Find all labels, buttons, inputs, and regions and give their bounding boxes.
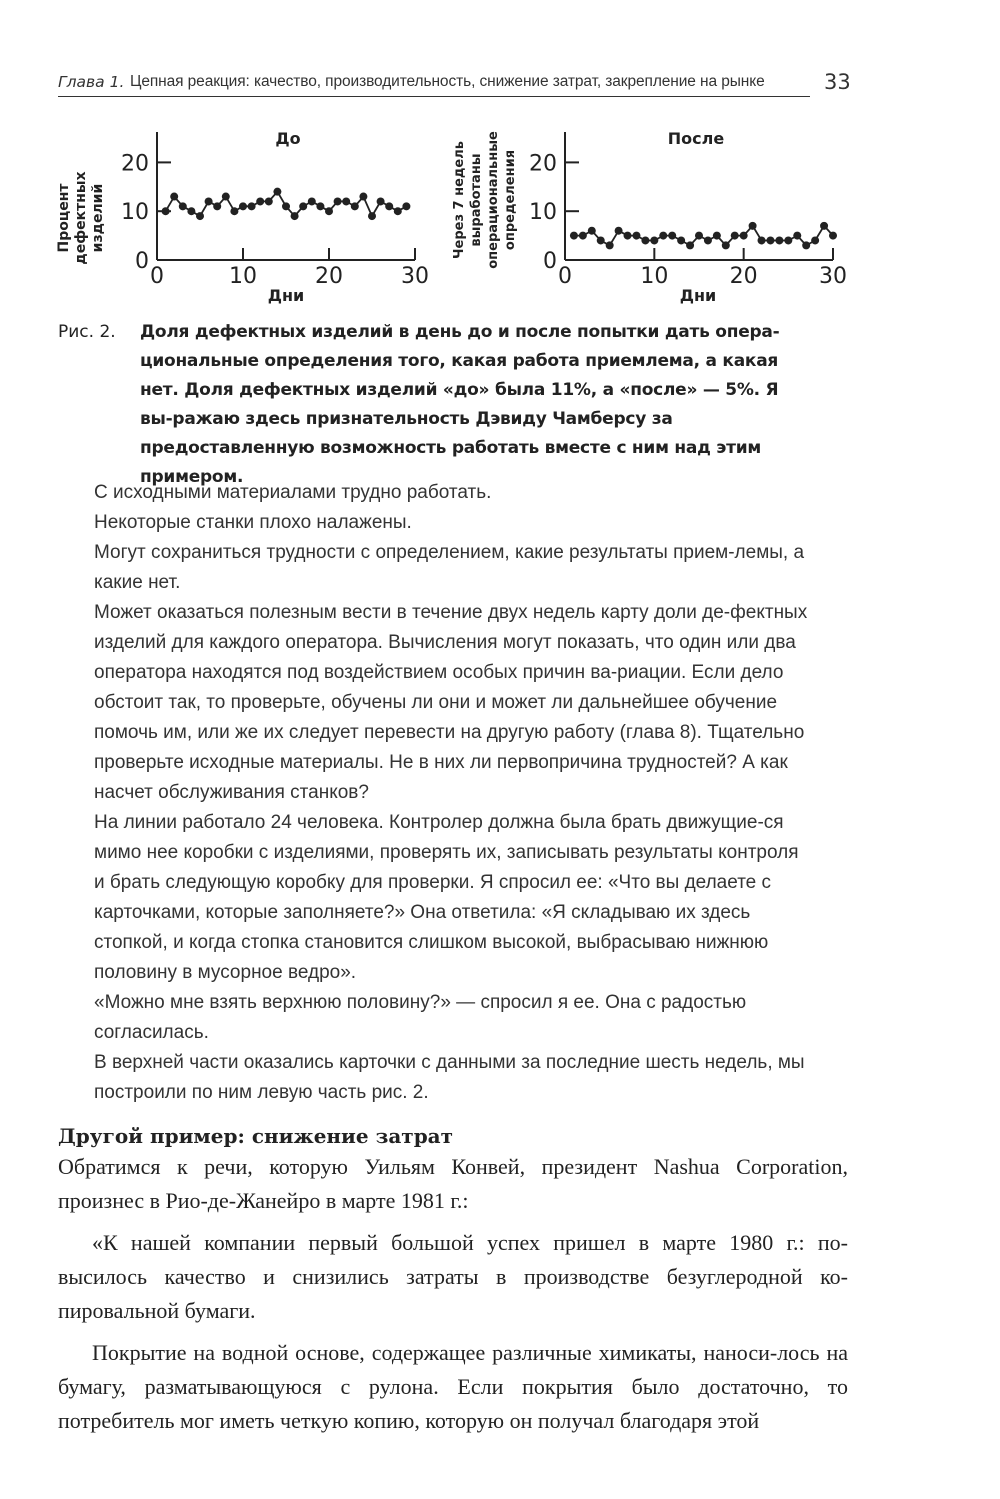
body-paragraph: Покрытие на водной основе, содержащее различные химикаты, наноси-лось на бумагу, разматывающуюся с рулона. Если покрытия было достаточно, то потребитель мог иметь четкую копию, которую он получал благодаря этой (58, 1340, 848, 1433)
chart-before-data-point (308, 197, 316, 205)
chart-before-data-point (394, 207, 402, 215)
section-body (58, 1150, 848, 1438)
chart-before-data-point (359, 193, 367, 201)
chart-after-ytick-label: 10 (529, 200, 557, 226)
list-paragraph: Могут сохраниться трудности с определением, какие результаты прием-лемы, а какие нет. (94, 542, 805, 593)
chart-after-data-point (766, 236, 774, 244)
section-heading: Другой пример: снижение затрат (58, 1124, 454, 1148)
chart-after-data-point (829, 232, 837, 240)
chart-after-ylabel-line: Через 7 недель (452, 141, 467, 259)
chart-after-ytick-label: 20 (529, 151, 557, 177)
chart-before-data-point (179, 202, 187, 210)
chart-after-data-point (731, 232, 739, 240)
chart-after (448, 120, 858, 315)
chart-after-data-point (749, 222, 757, 230)
header-rule (58, 96, 810, 97)
body-paragraph: Обратимся к речи, которую Уильям Конвей, президент Nashua Corporation, произнес в Рио-де-Жанейро в марте 1981 г.: (58, 1154, 848, 1213)
chart-after-data-point (713, 232, 721, 240)
chart-after-xtick-label: 0 (558, 264, 572, 289)
chart-after-data-point (615, 227, 623, 235)
chart-before (40, 120, 440, 315)
chart-before-data-point (291, 212, 299, 220)
chart-after-ylabel-line: выработаны (469, 153, 484, 247)
chart-before-data-point (402, 202, 410, 210)
chart-before-ylabel-line: изделий (90, 183, 106, 253)
chart-before-data-point (187, 207, 195, 215)
list-paragraph: На линии работало 24 человека. Контролер должна была брать движущие-ся мимо нее коробки с изделиями, проверять их, записывать результаты контроля и брать следующую коробку для проверки. Я спросил ее: «Что вы делаете с карточками, которые заполняете?» Она ответила: «Я складываю их здесь стопкой, и когда стопка становится слишком высокой, выбрасываю нижнюю половину в мусорное ведро». (94, 812, 799, 983)
chart-before-ytick-label: 10 (121, 200, 149, 226)
chart-after-data-point (597, 236, 605, 244)
chart-after-xtick-label: 20 (729, 264, 758, 289)
chart-before-data-point (265, 197, 273, 205)
chart-after-data-point (677, 236, 685, 244)
chart-after-data-point (775, 236, 783, 244)
chart-after-data-point (704, 236, 712, 244)
chart-before-data-point (256, 197, 264, 205)
chart-after-data-point (758, 236, 766, 244)
chart-after-xtick-label: 30 (819, 264, 847, 289)
chart-before-xlabel: Дни (267, 286, 305, 305)
running-header (58, 70, 851, 100)
chart-before-data-point (196, 212, 204, 220)
body-paragraph: «К нашей компании первый большой успех пришел в марте 1980 г.: по-высилось качество и снизились затраты в производстве безуглеродной ко-пировальной бумаги. (58, 1230, 848, 1323)
page-number: 33 (824, 70, 851, 94)
chart-after-data-point (811, 236, 819, 244)
chart-before-data-point (213, 202, 221, 210)
chart-after-xlabel: Дни (679, 286, 717, 305)
chart-before-data-point (325, 207, 333, 215)
chart-before-data-point (205, 197, 213, 205)
chart-before-xtick-label: 10 (229, 264, 257, 289)
chart-before-xtick-label: 30 (401, 264, 429, 289)
chart-before-xtick-label: 0 (150, 264, 164, 289)
chart-before-data-point (342, 197, 350, 205)
figure-caption-text: Доля дефектных изделий в день до и после попытки дать опера-циональные определения того, какая работа приемлема, а какая нет. Доля дефектных изделий «до» была 11%, а «после» — 5%. Я вы-ражаю здесь признательность Дэвиду Чамберсу за предоставленную возможность работать вместе с ним над этим примером. (140, 322, 780, 487)
chart-after-data-point (588, 227, 596, 235)
chart-before-data-point (368, 212, 376, 220)
chart-after-data-point (695, 232, 703, 240)
chart-before-data-point (377, 197, 385, 205)
chart-before-data-point (299, 202, 307, 210)
chart-after-ylabel-line: операциональные (486, 131, 501, 269)
chart-after-data-point (659, 232, 667, 240)
chart-after-data-point (579, 232, 587, 240)
chart-before-data-point (230, 207, 238, 215)
chart-before-data-point (385, 202, 393, 210)
chart-after-data-point (624, 232, 632, 240)
chart-after-ylabel (452, 131, 518, 269)
chart-before-data-point (170, 193, 178, 201)
chart-after-data-point (668, 232, 676, 240)
list-paragraph: В верхней части оказались карточки с данными за последние шесть недель, мы построили по ним левую часть рис. 2. (94, 1052, 805, 1103)
chart-after-data-point (793, 232, 801, 240)
chart-after-xtick-label: 10 (640, 264, 669, 289)
chart-after-data-point (820, 222, 828, 230)
chart-after-data-point (570, 232, 578, 240)
chart-before-ytick-label: 20 (121, 151, 149, 177)
chart-before-data-point (273, 188, 281, 196)
chart-after-data-point (641, 236, 649, 244)
chart-before-data-point (351, 202, 359, 210)
chart-after-data-point (606, 241, 614, 249)
chart-after-ytick-label: 0 (543, 249, 557, 274)
chart-before-data-point (282, 202, 290, 210)
chart-before-ylabel (56, 171, 106, 264)
chart-after-ylabel-line: определения (503, 149, 518, 251)
list-paragraph: Некоторые станки плохо налажены. (94, 512, 412, 533)
chart-before-data-point (316, 202, 324, 210)
chart-after-data-point (686, 241, 694, 249)
chart-after-data-point (722, 241, 730, 249)
chart-after-data-point (784, 236, 792, 244)
figure-label: Рис. 2. (58, 322, 116, 342)
chart-before-ylabel-line: дефектных (73, 171, 89, 265)
chart-before-data-point (239, 202, 247, 210)
chart-before-data-point (222, 193, 230, 201)
chart-after-data-point (650, 236, 658, 244)
chart-after-title: После (667, 129, 725, 148)
running-title: Цепная реакция: качество, производительность, снижение затрат, закрепление на рынке (130, 73, 765, 90)
list-section (94, 478, 814, 1108)
chart-after-data-point (632, 232, 640, 240)
chart-before-data-point (162, 207, 170, 215)
chart-before-ylabel-line: Процент (56, 183, 72, 253)
chart-after-data-point (740, 232, 748, 240)
chart-before-xtick-label: 20 (315, 264, 343, 289)
list-paragraph: Может оказаться полезным вести в течение двух недель карту доли де-фектных изделий для каждого оператора. Вычисления могут показать, что один или два оператора находятся под воздействием особых причин ва-риации. Если дело обстоит так, то проверьте, обучены ли они и может ли дальнейшее обучение помочь им, или же их следует перевести на другую работу (глава 8). Тщательно проверьте исходные материалы. Не в них ли первопричина трудностей? А как насчет обслуживания станков? (94, 602, 808, 803)
list-paragraph: «Можно мне взять верхнюю половину?» — спросил я ее. Она с радостью согласилась. (94, 992, 747, 1043)
chart-before-data-point (248, 202, 256, 210)
list-paragraph: С исходными материалами трудно работать. (94, 482, 492, 503)
chapter-label: Глава 1. (58, 73, 125, 91)
chart-before-title: До (275, 129, 301, 148)
chart-before-ytick-label: 0 (135, 249, 149, 274)
chart-after-data-point (802, 241, 810, 249)
chart-before-data-point (334, 197, 342, 205)
